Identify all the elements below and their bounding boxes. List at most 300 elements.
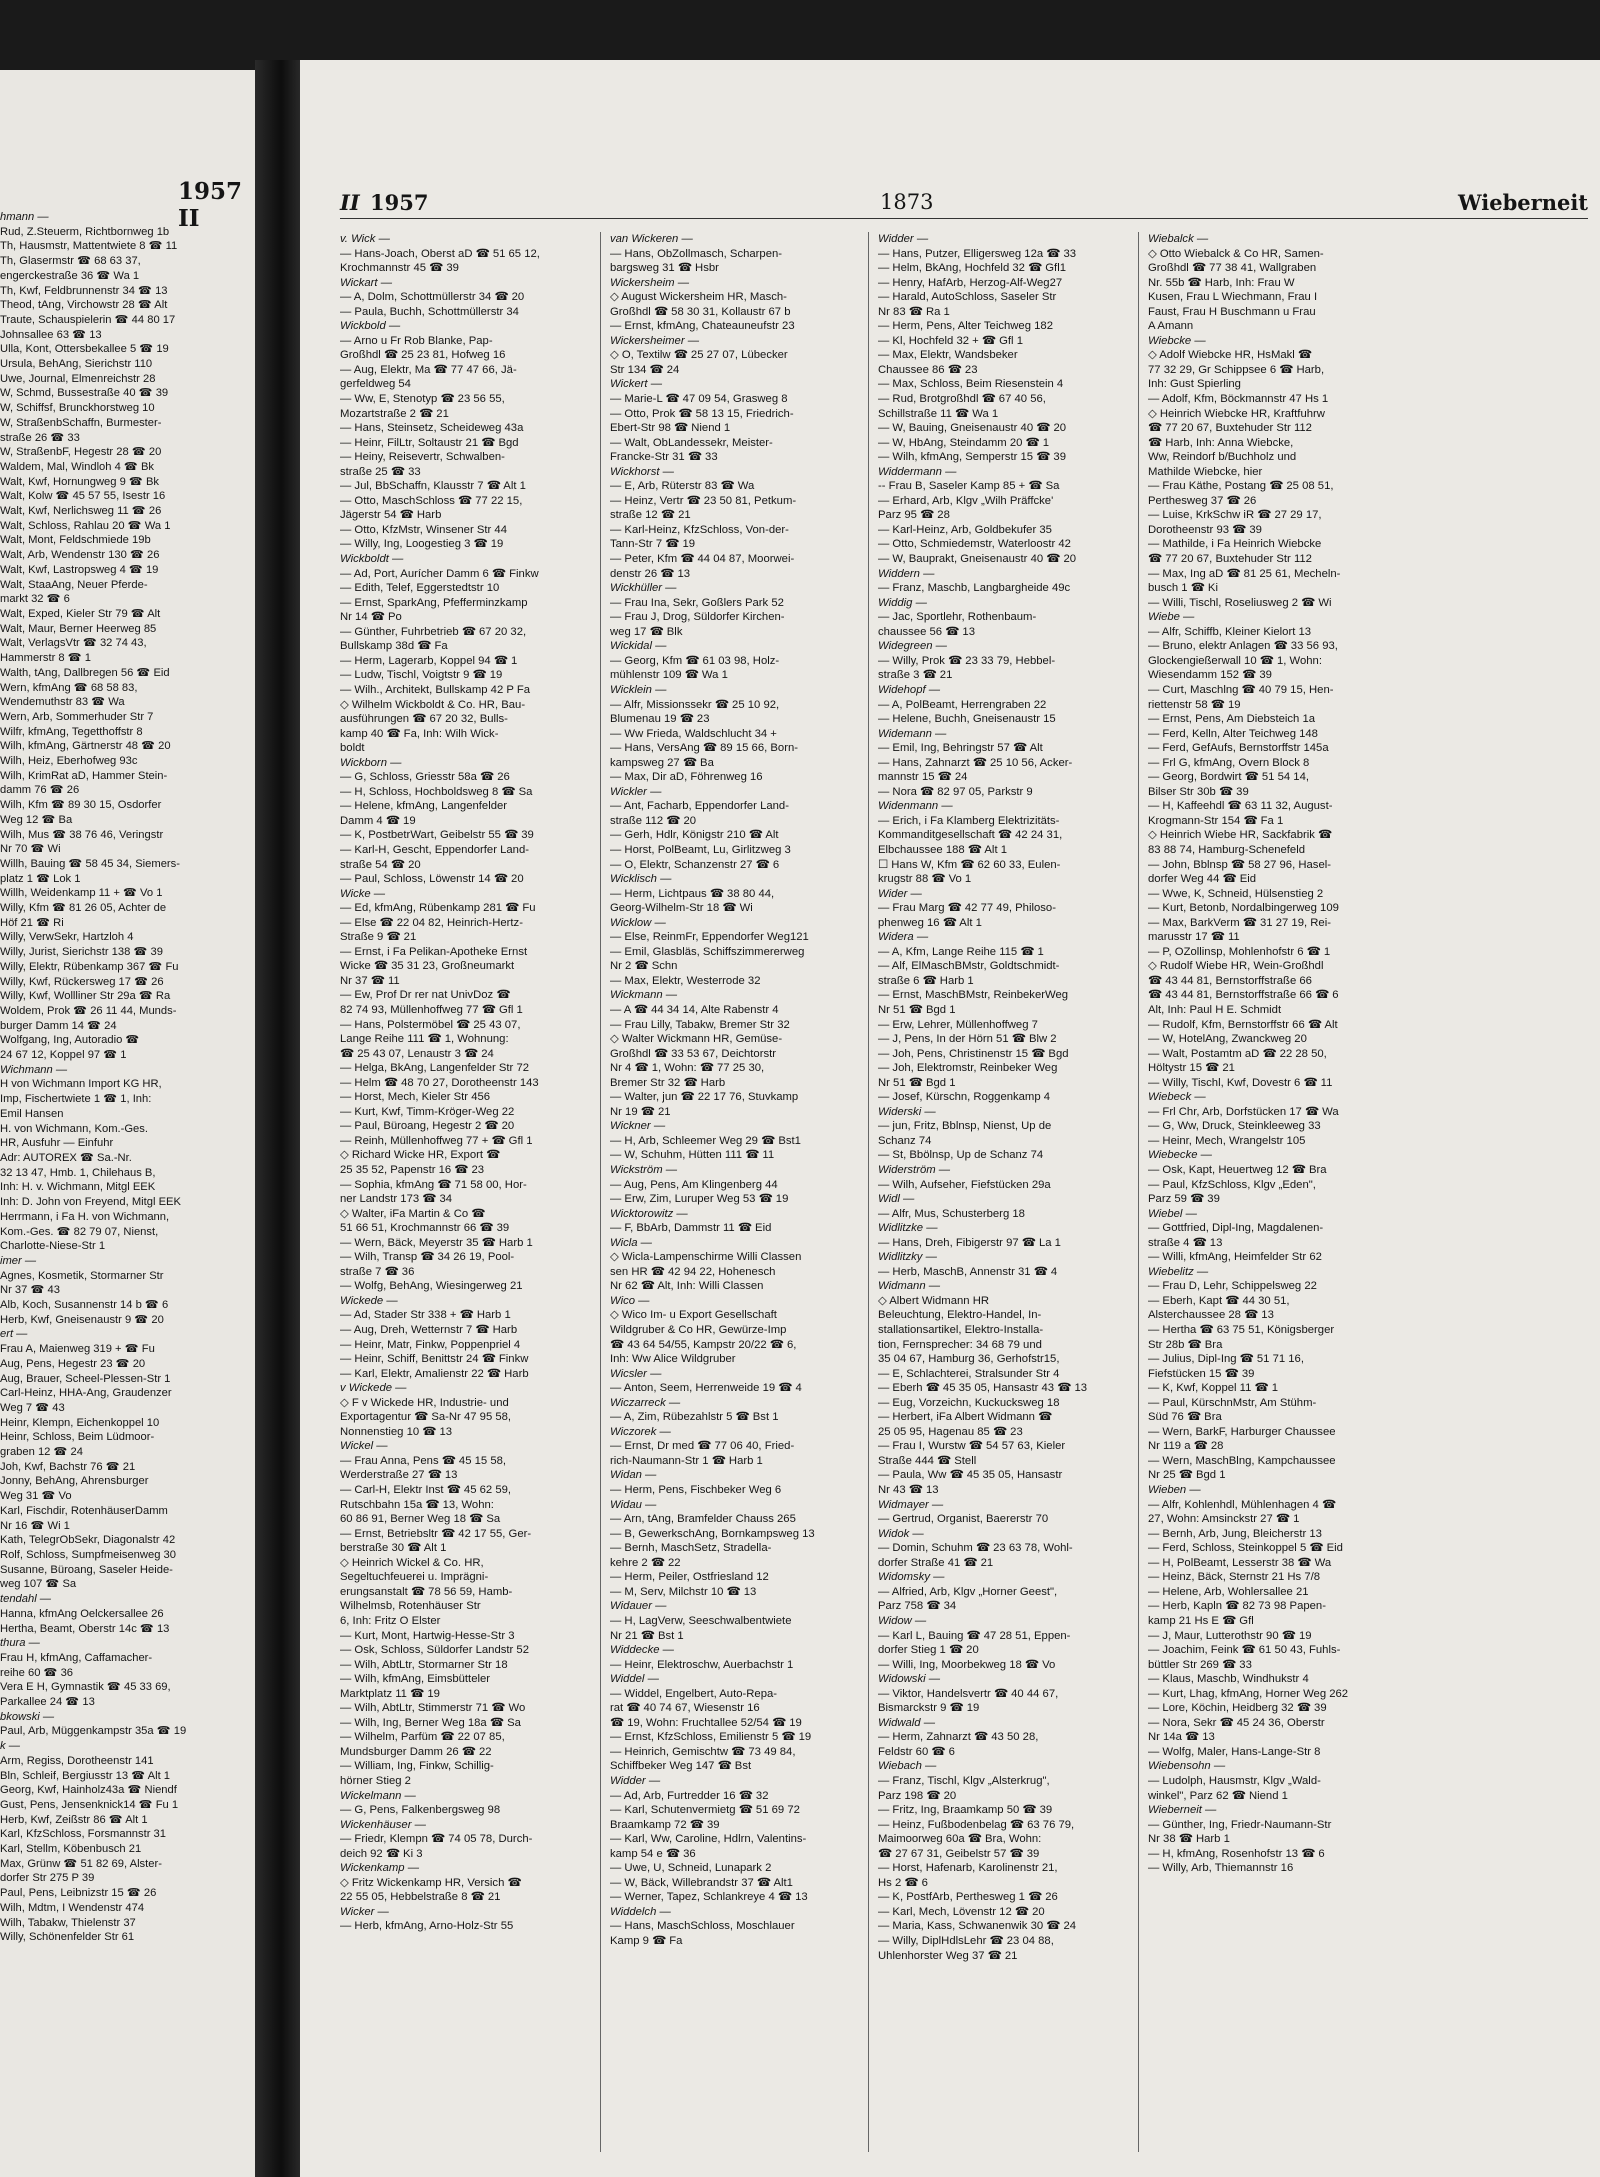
- directory-entry: Nr 70 ☎ Wi: [0, 843, 61, 856]
- directory-entry: — Herm, Peiler, Ostfriesland 12: [610, 1571, 769, 1584]
- directory-entry: phenweg 16 ☎ Alt 1: [878, 916, 982, 929]
- directory-entry: Alt, Inh: Paul H E. Schmidt: [1148, 1003, 1282, 1016]
- directory-entry: Elbchaussee 188 ☎ Alt 1: [878, 843, 1008, 856]
- directory-entry: — F, BbArb, Dammstr 11 ☎ Eid: [610, 1222, 772, 1235]
- directory-entry: Willy, Jurist, Sierichstr 138 ☎ 39: [0, 946, 163, 959]
- directory-column-2: [610, 232, 854, 1949]
- directory-entry: Wider —: [878, 887, 922, 900]
- directory-entry: ◇ Walter Wickmann HR, Gemüse-: [610, 1033, 783, 1046]
- directory-entry: Frau A, Maienweg 319 + ☎ Fu: [0, 1343, 155, 1356]
- directory-entry: Nonnenstieg 10 ☎ 13: [340, 1425, 453, 1438]
- directory-entry: Johnsallee 63 ☎ 13: [0, 328, 102, 341]
- previous-page-header: 1957 II: [178, 178, 243, 232]
- volume-label: II: [340, 190, 360, 215]
- directory-entry: Dorotheenstr 93 ☎ 39: [1148, 523, 1262, 536]
- directory-entry: Inh: D. John von Freyend, Mitgl EEK: [0, 1196, 181, 1209]
- directory-entry: — H, PolBeamt, Lesserstr 38 ☎ Wa: [1148, 1556, 1332, 1569]
- directory-entry: Wiebecke —: [1148, 1149, 1212, 1162]
- directory-entry: 51 66 51, Krochmannstr 66 ☎ 39: [340, 1222, 510, 1235]
- directory-entry: Wickenhäuser —: [340, 1818, 426, 1831]
- directory-entry: Inh: Ww Alice Wildgruber: [610, 1353, 736, 1366]
- directory-entry: — Gottfried, Dipl-Ing, Magdalenen-: [1148, 1222, 1324, 1235]
- directory-entry: — W, Bäck, Willebrandstr 37 ☎ Alt1: [610, 1876, 793, 1889]
- directory-entry: burger Damm 14 ☎ 24: [0, 1019, 117, 1032]
- directory-entry: Bln, Schleif, Bergiusstr 13 ☎ Alt 1: [0, 1769, 171, 1782]
- directory-entry: stallationsartikel, Elektro-Installa-: [878, 1324, 1044, 1337]
- directory-entry: Braamkamp 72 ☎ 39: [610, 1818, 720, 1831]
- directory-entry: Jägerstr 54 ☎ Harb: [340, 509, 442, 522]
- directory-entry: Süd 76 ☎ Bra: [1148, 1411, 1222, 1424]
- directory-entry: Alb, Koch, Susannenstr 14 b ☎ 6: [0, 1299, 169, 1312]
- directory-entry: Widomsky —: [878, 1571, 945, 1584]
- directory-entry: — Kurt, Lhag, kfmAng, Horner Weg 262: [1148, 1687, 1349, 1700]
- directory-entry: Wiebcke —: [1148, 334, 1206, 347]
- directory-entry: — Paul, KürschnMstr, Am Stühm-: [1148, 1396, 1317, 1409]
- directory-entry: Widerski —: [878, 1105, 936, 1118]
- directory-entry: Nr 62 ☎ Alt, Inh: Willi Classen: [610, 1280, 764, 1293]
- directory-entry: — A, Kfm, Lange Reihe 115 ☎ 1: [878, 945, 1044, 958]
- directory-entry: 27, Wohn: Amsinckstr 27 ☎ 1: [1148, 1513, 1300, 1526]
- directory-entry: ☎ 25 43 07, Lenaustr 3 ☎ 24: [340, 1047, 494, 1060]
- directory-entry: — Osk, Kapt, Heuertweg 12 ☎ Bra: [1148, 1164, 1327, 1176]
- directory-entry: — Herb, kfmAng, Arno-Holz-Str 55: [340, 1920, 514, 1933]
- directory-entry: — Wern, MaschBlng, Kampchaussee: [1148, 1454, 1336, 1467]
- directory-entry: Wickbold —: [340, 320, 401, 333]
- directory-entry: — Wilh, AbtLtr, Stimmerstr 71 ☎ Wo: [340, 1702, 526, 1715]
- directory-entry: — Heinr, Mech, Wrangelstr 105: [1148, 1134, 1306, 1147]
- directory-entry: — Karl, Ww, Caroline, Hdlrn, Valentins-: [610, 1833, 807, 1846]
- directory-entry: W, StraßenbF, Hegestr 28 ☎ 20: [0, 446, 162, 459]
- directory-entry: — Klaus, Maschb, Windhukstr 4: [1148, 1673, 1309, 1686]
- directory-entry: Widdecke —: [610, 1644, 674, 1657]
- directory-entry: straße 26 ☎ 33: [0, 431, 80, 444]
- directory-entry: — Hans-Joach, Oberst aD ☎ 51 65 12,: [340, 247, 540, 260]
- directory-entry: Großhdl ☎ 25 23 81, Hofweg 16: [340, 349, 506, 362]
- directory-entry: — Ernst, SparkAng, Pfefferminzkamp: [340, 596, 528, 609]
- directory-entry: platz 1 ☎ Lok 1: [0, 872, 81, 885]
- directory-entry: Mozartstraße 2 ☎ 21: [340, 407, 449, 420]
- directory-entry: — Georg, Kfm ☎ 61 03 98, Holz-: [610, 654, 780, 667]
- directory-entry: — Frau Anna, Pens ☎ 45 15 58,: [340, 1454, 507, 1467]
- directory-entry: W, Schmd, Bussestraße 40 ☎ 39: [0, 387, 169, 400]
- directory-entry: Charlotte-Niese-Str 1: [0, 1240, 106, 1253]
- directory-entry: Wiebelitz —: [1148, 1265, 1209, 1278]
- directory-entry: HR, Ausfuhr — Einfuhr: [0, 1137, 114, 1150]
- directory-entry: tion, Fernsprecher: 34 68 79 und: [878, 1338, 1042, 1351]
- directory-entry: — Adolf, Kfm, Böckmannstr 47 Hs 1: [1148, 393, 1329, 406]
- directory-entry: Wicla —: [610, 1236, 652, 1249]
- directory-entry: Fiefstücken 15 ☎ 39: [1148, 1367, 1255, 1380]
- directory-entry: Nr 83 ☎ Ra 1: [878, 305, 950, 318]
- directory-entry: — H, Kaffeehdl ☎ 63 11 32, August-: [1148, 800, 1333, 813]
- directory-entry: — Heinz, Bäck, Sternstr 21 Hs 7/8: [1148, 1571, 1321, 1584]
- directory-entry: Walt, VerlagsVtr ☎ 32 74 43,: [0, 637, 147, 650]
- directory-entry: — Luise, KrkSchw iR ☎ 27 29 17,: [1148, 509, 1322, 522]
- directory-entry: kamp 54 e ☎ 36: [610, 1847, 696, 1860]
- directory-entry: ausführungen ☎ 67 20 32, Bulls-: [340, 713, 508, 726]
- directory-entry: Segeltuchfeuerei u. Imprägni-: [340, 1571, 489, 1584]
- directory-entry: — Heinr, Elektroschw, Auerbachstr 1: [610, 1658, 794, 1671]
- directory-entry: Hs 2 ☎ 6: [878, 1876, 928, 1889]
- directory-entry: — Franz, Tischl, Klgv „Alsterkrug",: [878, 1774, 1050, 1787]
- directory-entry: Bremer Str 32 ☎ Harb: [610, 1076, 726, 1089]
- directory-entry: — William, Ing, Finkw, Schillig-: [340, 1760, 494, 1773]
- directory-entry: Wilh, Mdtm, I Wendenstr 474: [0, 1901, 145, 1914]
- directory-entry: busch 1 ☎ Ki: [1148, 582, 1218, 595]
- directory-entry: Höf 21 ☎ Ri: [0, 916, 64, 929]
- directory-entry: Susanne, Büroang, Saseler Heide-: [0, 1563, 173, 1576]
- directory-entry: Straße 9 ☎ 21: [340, 931, 417, 944]
- directory-entry: ◇ Heinrich Wickel & Co. HR,: [340, 1556, 484, 1569]
- directory-entry: — Reinh, Müllenhoffweg 77 + ☎ Gfl 1: [340, 1134, 533, 1147]
- directory-entry: Widemann —: [878, 727, 947, 740]
- directory-entry: Nr 37 ☎ 11: [340, 974, 400, 987]
- directory-entry: ◇ Albert Widmann HR: [878, 1294, 990, 1307]
- directory-entry: Wickidal —: [610, 640, 667, 653]
- directory-entry: — Frau Lilly, Tabakw, Bremer Str 32: [610, 1018, 790, 1031]
- directory-entry: rat ☎ 40 74 67, Wiesenstr 16: [610, 1702, 760, 1715]
- directory-entry: Wilh, KrimRat aD, Hammer Stein-: [0, 769, 168, 782]
- directory-entry: — Karl, Schutenvermietg ☎ 51 69 72: [610, 1804, 800, 1817]
- directory-entry: dorfer Weg 44 ☎ Eid: [1148, 873, 1257, 886]
- directory-entry: Wickenkamp —: [340, 1862, 419, 1875]
- directory-entry: ☎ 43 44 81, Bernstorffstraße 66 ☎ 6: [1148, 989, 1339, 1002]
- directory-entry: Nr 43 ☎ 13: [878, 1484, 939, 1497]
- directory-entry: Th, Glasermstr ☎ 68 63 37,: [0, 255, 141, 268]
- directory-entry: Weg 12 ☎ Ba: [0, 813, 73, 826]
- directory-entry: Mundsburger Damm 26 ☎ 22: [340, 1745, 492, 1758]
- directory-entry: krugstr 88 ☎ Vo 1: [878, 873, 972, 886]
- directory-entry: — Erw, Zim, Luruper Weg 53 ☎ 19: [610, 1193, 789, 1206]
- directory-entry: Kusen, Frau L Wiechmann, Frau I: [1148, 291, 1318, 304]
- directory-entry: — Ludw, Tischl, Voigtstr 9 ☎ 19: [340, 669, 503, 682]
- directory-entry: — H, Arb, Schleemer Weg 29 ☎ Bst1: [610, 1134, 801, 1147]
- directory-entry: Walth, tAng, Dallbregen 56 ☎ Eid: [0, 666, 170, 679]
- directory-entry: — Alfr, Mus, Schusterberg 18: [878, 1207, 1025, 1220]
- directory-entry: ◇ F v Wickede HR, Industrie- und: [340, 1396, 509, 1409]
- directory-entry: Wern, Arb, Sommerhuder Str 7: [0, 710, 154, 723]
- directory-entry: Aug, Pens, Hegestr 23 ☎ 20: [0, 1357, 146, 1370]
- directory-entry: Widauer —: [610, 1600, 667, 1613]
- directory-entry: Herb, Kwf, Gneisenaustr 9 ☎ 20: [0, 1313, 164, 1326]
- directory-entry: — A ☎ 44 34 14, Alte Rabenstr 4: [610, 1003, 779, 1016]
- directory-entry: Nr 4 ☎ 1, Wohn: ☎ 77 25 30,: [610, 1062, 765, 1075]
- directory-entry: Ebert-Str 98 ☎ Niend 1: [610, 422, 731, 435]
- directory-entry: — Herm, Pens, Fischbeker Weg 6: [610, 1484, 782, 1497]
- directory-entry: Wilh, Tabakw, Thielenstr 37: [0, 1916, 136, 1929]
- directory-entry: — Herb, Kapln ☎ 82 73 98 Papen-: [1148, 1600, 1326, 1613]
- directory-entry: Wolfgang, Ing, Autoradio ☎: [0, 1034, 140, 1047]
- directory-entry: — Ed, kfmAng, Rübenkamp 281 ☎ Fu: [340, 902, 536, 915]
- directory-entry: Walt, StaaAng, Neuer Pferde-: [0, 578, 148, 591]
- directory-entry: — Sophia, kfmAng ☎ 71 58 00, Hor-: [340, 1178, 527, 1191]
- directory-entry: — Julius, Dipl-Ing ☎ 51 71 16,: [1148, 1353, 1304, 1366]
- directory-entry: Beleuchtung, Elektro-Handel, In-: [878, 1309, 1042, 1322]
- directory-entry: Nr 51 ☎ Bgd 1: [878, 1003, 956, 1016]
- directory-entry: — Aug, Elektr, Ma ☎ 77 47 66, Jä-: [340, 363, 517, 376]
- directory-entry: — A, PolBeamt, Herrengraben 22: [878, 698, 1047, 711]
- directory-entry: Wickel —: [340, 1440, 388, 1453]
- directory-entry: berstraße 30 ☎ Alt 1: [340, 1542, 447, 1555]
- directory-entry: Tann-Str 7 ☎ 19: [610, 538, 696, 551]
- directory-entry: Lange Reihe 111 ☎ 1, Wohnung:: [340, 1033, 509, 1046]
- directory-entry: Krogmann-Str 154 ☎ Fa 1: [1148, 814, 1284, 827]
- directory-entry: bkowski —: [0, 1710, 55, 1723]
- directory-entry: — Hans, Zahnarzt ☎ 25 10 56, Acker-: [878, 756, 1073, 769]
- directory-entry: Hanna, kfmAng Oelckersallee 26: [0, 1607, 164, 1620]
- directory-entry: — Jac, Sportlehr, Rothenbaum-: [878, 611, 1037, 624]
- directory-entry: — Wilh, kfmAng, Semperstr 15 ☎ 39: [878, 451, 1066, 464]
- directory-entry: — Eberh, Kapt ☎ 44 30 51,: [1148, 1294, 1290, 1307]
- directory-entry: — Widdel, Engelbert, Auto-Repa-: [610, 1687, 778, 1700]
- directory-entry: — Heiny, Reisevertr, Schwalben-: [340, 451, 505, 464]
- directory-entry: — Bernh, Arb, Jung, Bleicherstr 13: [1148, 1527, 1322, 1540]
- directory-entry: Widmayer —: [878, 1498, 944, 1511]
- directory-entry: ◇ Fritz Wickenkamp HR, Versich ☎: [340, 1876, 522, 1889]
- directory-entry: — Alfr, Missionssekr ☎ 25 10 92,: [610, 698, 780, 711]
- directory-entry: Wickede —: [340, 1294, 398, 1307]
- directory-entry: Wickboldt —: [340, 553, 404, 566]
- directory-entry: Wilh, Kfm ☎ 89 30 15, Osdorfer: [0, 799, 162, 812]
- directory-entry: Wickelmann —: [340, 1789, 416, 1802]
- directory-entry: Widowski —: [878, 1673, 941, 1686]
- directory-entry: W, StraßenbSchaffn, Burmester-: [0, 416, 162, 429]
- directory-entry: — Henry, HafArb, Herzog-Alf-Weg27: [878, 276, 1063, 289]
- previous-page-column: [0, 210, 255, 1945]
- directory-entry: markt 32 ☎ 6: [0, 593, 70, 606]
- directory-entry: — Horst, Mech, Kieler Str 456: [340, 1091, 491, 1104]
- directory-entry: Wilh, Heiz, Eberhofweg 93c: [0, 755, 138, 768]
- directory-entry: Parz 95 ☎ 28: [878, 509, 950, 522]
- directory-entry: — Max, Ing aD ☎ 81 25 61, Mecheln-: [1148, 567, 1341, 580]
- year-label: 1957: [370, 190, 429, 215]
- directory-entry: — Jul, BbSchaffn, Klausstr 7 ☎ Alt 1: [340, 480, 526, 493]
- directory-entry: Agnes, Kosmetik, Stormarner Str: [0, 1269, 164, 1282]
- directory-entry: — Herm, Pens, Alter Teichweg 182: [878, 320, 1053, 333]
- directory-entry: — Frl Chr, Arb, Dorfstücken 17 ☎ Wa: [1148, 1105, 1339, 1118]
- directory-entry: imer —: [0, 1254, 37, 1267]
- directory-entry: Wickmann —: [610, 989, 678, 1002]
- directory-entry: Nr 51 ☎ Bgd 1: [878, 1076, 956, 1089]
- directory-entry: — Ernst, i Fa Pelikan-Apotheke Ernst: [340, 945, 528, 958]
- directory-entry: Georg-Wilhelm-Str 18 ☎ Wi: [610, 902, 753, 915]
- directory-entry: — Willi, Ing, Moorbekweg 18 ☎ Vo: [878, 1658, 1056, 1671]
- directory-entry: Walt, Schloss, Rahlau 20 ☎ Wa 1: [0, 519, 171, 532]
- directory-entry: — Hans, Putzer, Elligersweg 12a ☎ 33: [878, 247, 1077, 260]
- directory-entry: Wicke ☎ 35 31 23, Großneumarkt: [340, 960, 515, 973]
- directory-entry: — Anton, Seem, Herrenweide 19 ☎ 4: [610, 1382, 802, 1395]
- directory-entry: — Karl-H, Gescht, Eppendorfer Land-: [340, 843, 529, 856]
- directory-entry: — Lore, Köchin, Heidberg 32 ☎ 39: [1148, 1702, 1327, 1715]
- directory-entry: Wicklein —: [610, 683, 667, 696]
- directory-entry: Widerström —: [878, 1164, 951, 1176]
- directory-entry: — Alf, ElMaschBMstr, Goldtschmidt-: [878, 960, 1060, 973]
- directory-entry: Ww, Reindorf b/Buchholz und: [1148, 451, 1297, 464]
- directory-entry: denstr 26 ☎ 13: [610, 567, 691, 580]
- directory-entry: ◇ Wicla-Lampenschirme Willi Classen: [610, 1251, 802, 1264]
- directory-entry: — Viktor, Handelsvertr ☎ 40 44 67,: [878, 1687, 1059, 1700]
- directory-entry: — Joh, Pens, Christinenstr 15 ☎ Bgd: [878, 1047, 1069, 1060]
- directory-entry: — Gerh, Hdlr, Königstr 210 ☎ Alt: [610, 829, 779, 842]
- directory-entry: — Helm, BkAng, Hochfeld 32 ☎ Gfl1: [878, 262, 1066, 275]
- directory-entry: 6, Inh: Fritz O Elster: [340, 1614, 441, 1627]
- directory-entry: straße 112 ☎ 20: [610, 814, 697, 827]
- directory-entry: ☎ 19, Wohn: Fruchtallee 52/54 ☎ 19: [610, 1716, 802, 1729]
- directory-entry: Hammerstr 8 ☎ 1: [0, 652, 92, 665]
- directory-entry: — Ernst, Pens, Am Diebsteich 1a: [1148, 713, 1316, 726]
- previous-page: [0, 70, 256, 2177]
- directory-entry: Woldem, Prok ☎ 26 11 44, Munds-: [0, 1004, 177, 1017]
- directory-entry: — Aug, Pens, Am Klingenberg 44: [610, 1178, 778, 1191]
- directory-entry: — Erw, Lehrer, Müllenhoffweg 7: [878, 1018, 1038, 1031]
- directory-entry: mannstr 15 ☎ 24: [878, 771, 968, 784]
- directory-entry: ☐ Hans W, Kfm ☎ 62 60 33, Eulen-: [878, 858, 1061, 871]
- header-rule: [340, 218, 1588, 219]
- directory-entry: 25 05 95, Hagenau 85 ☎ 23: [878, 1425, 1023, 1438]
- directory-entry: ☎ 27 67 31, Geibelstr 57 ☎ 39: [878, 1847, 1040, 1860]
- directory-entry: — Helene, kfmAng, Langenfelder: [340, 800, 508, 813]
- directory-entry: — Domin, Schuhm ☎ 23 63 78, Wohl-: [878, 1542, 1073, 1555]
- directory-entry: 82 74 93, Müllenhoffweg 77 ☎ Gfl 1: [340, 1003, 523, 1016]
- directory-entry: — Karl-Heinz, KfzSchloss, Von-der-: [610, 523, 789, 536]
- directory-entry: Wico —: [610, 1294, 650, 1307]
- directory-entry: Werderstraße 27 ☎ 13: [340, 1469, 458, 1482]
- directory-entry: — Walt, ObLandessekr, Meister-: [610, 436, 773, 449]
- directory-entry: Nr 21 ☎ Bst 1: [610, 1629, 684, 1642]
- directory-entry: Wicklisch —: [610, 873, 672, 886]
- directory-entry: erungsanstalt ☎ 78 56 59, Hamb-: [340, 1585, 513, 1598]
- directory-entry: — Karl, Mech, Lövenstr 12 ☎ 20: [878, 1905, 1045, 1918]
- directory-entry: Widlitzky —: [878, 1251, 937, 1264]
- directory-entry: Max, Grünw ☎ 51 82 69, Alster-: [0, 1857, 162, 1870]
- directory-entry: Widdelch —: [610, 1905, 671, 1918]
- directory-entry: van Wickeren —: [610, 233, 693, 245]
- directory-entry: Widdig —: [878, 596, 927, 609]
- directory-entry: Ulla, Kont, Ottersbekallee 5 ☎ 19: [0, 343, 169, 356]
- directory-entry: ☎ 43 44 81, Bernstorffstraße 66: [1148, 974, 1312, 987]
- directory-entry: ◇ Wilhelm Wickboldt & Co. HR, Bau-: [340, 698, 526, 711]
- range-word: Wieberneit: [1458, 190, 1588, 215]
- directory-entry: Walt, Kwf, Lastropsweg 4 ☎ 19: [0, 563, 159, 576]
- directory-entry: 77 32 29, Gr Schippsee 6 ☎ Harb,: [1148, 363, 1325, 376]
- directory-entry: Rud, Z.Steuerm, Richtbornweg 1b: [0, 225, 170, 238]
- directory-entry: Mathilde Wiebcke, hier: [1148, 465, 1263, 478]
- directory-entry: Perthesweg 37 ☎ 26: [1148, 494, 1257, 507]
- directory-entry: — H, Schloss, Hochboldsweg 8 ☎ Sa: [340, 785, 533, 798]
- directory-entry: Widdel —: [610, 1673, 659, 1686]
- directory-entry: ◇ Adolf Wiebcke HR, HsMakl ☎: [1148, 349, 1313, 362]
- directory-entry: Bismarckstr 9 ☎ 19: [878, 1702, 980, 1715]
- directory-entry: Wicktorowitz —: [610, 1207, 688, 1220]
- directory-entry: Wiebensohn —: [1148, 1760, 1226, 1773]
- directory-entry: — Willy, Ing, Loogestieg 3 ☎ 19: [340, 538, 504, 551]
- directory-entry: dorfer Straße 41 ☎ 21: [878, 1556, 994, 1569]
- directory-entry: winkel", Parz 62 ☎ Niend 1: [1148, 1789, 1288, 1802]
- directory-entry: — Frau J, Drog, Süldorfer Kirchen-: [610, 611, 785, 624]
- directory-entry: — G, Schloss, Griesstr 58a ☎ 26: [340, 771, 510, 784]
- directory-entry: Widdern —: [878, 567, 935, 580]
- directory-entry: 35 04 67, Hamburg 36, Gerhofstr15,: [878, 1353, 1060, 1366]
- directory-entry: weg 17 ☎ Blk: [610, 625, 683, 638]
- directory-entry: — Franz, Maschb, Langbargheide 49c: [878, 582, 1071, 595]
- directory-entry: — Ant, Facharb, Eppendorfer Land-: [610, 800, 789, 813]
- directory-entry: Weg 31 ☎ Vo: [0, 1490, 72, 1503]
- directory-entry: — Bruno, elektr Anlagen ☎ 33 56 93,: [1148, 640, 1338, 653]
- directory-entry: — K, Kwf, Koppel 11 ☎ 1: [1148, 1382, 1279, 1395]
- directory-entry: Th, Kwf, Feldbrunnenstr 34 ☎ 13: [0, 284, 168, 297]
- directory-entry: — Wilh, kfmAng, Eimsbütteler: [340, 1673, 491, 1686]
- directory-entry: — Heinr, FilLtr, Soltaustr 21 ☎ Bgd: [340, 436, 519, 449]
- directory-entry: riettenstr 58 ☎ 19: [1148, 698, 1241, 711]
- directory-entry: — Herm, Lagerarb, Koppel 94 ☎ 1: [340, 654, 518, 667]
- directory-entry: — Emil, Glasbläs, Schiffszimmererweg: [610, 945, 805, 958]
- directory-entry: Weg 7 ☎ 43: [0, 1401, 65, 1414]
- directory-entry: — G, Ww, Druck, Steinkleeweg 33: [1148, 1120, 1321, 1133]
- directory-entry: — Kurt, Mont, Hartwig-Hesse-Str 3: [340, 1629, 515, 1642]
- directory-entry: Karl, Fischdir, RotenhäuserDamm: [0, 1504, 168, 1517]
- directory-entry: Nr 19 ☎ 21: [610, 1105, 671, 1118]
- directory-entry: Str 28b ☎ Bra: [1148, 1338, 1223, 1351]
- directory-entry: — Wolfg, BehAng, Wiesingerweg 21: [340, 1280, 523, 1293]
- directory-entry: Straße 444 ☎ Stell: [878, 1454, 977, 1467]
- directory-entry: Wichmann —: [0, 1063, 68, 1076]
- directory-entry: — Wwe, K, Schneid, Hülsenstieg 2: [1148, 887, 1324, 900]
- page-number: 1873: [880, 190, 934, 214]
- directory-entry: gerfeldweg 54: [340, 378, 411, 391]
- directory-entry: Nr 38 ☎ Harb 1: [1148, 1833, 1230, 1846]
- directory-entry: Wiesendamm 152 ☎ 39: [1148, 669, 1272, 682]
- directory-entry: Chaussee 86 ☎ 23: [878, 363, 978, 376]
- directory-entry: kamp 21 Hs E ☎ Gfl: [1148, 1614, 1254, 1627]
- directory-entry: Exportagentur ☎ Sa-Nr 47 95 58,: [340, 1411, 512, 1424]
- directory-entry: — Paula, Buchh, Schottmüllerstr 34: [340, 305, 519, 318]
- directory-entry: hörner Stieg 2: [340, 1774, 411, 1787]
- directory-entry: Widehopf —: [878, 683, 941, 696]
- directory-entry: Waldem, Mal, Windloh 4 ☎ Bk: [0, 460, 155, 473]
- directory-entry: -- Frau B, Saseler Kamp 85 + ☎ Sa: [878, 480, 1060, 493]
- directory-entry: — Nora ☎ 82 97 05, Parkstr 9: [878, 785, 1033, 798]
- directory-entry: — Ludolph, Hausmstr, Klgv „Wald-: [1148, 1774, 1321, 1787]
- directory-entry: — Ferd, Kelln, Alter Teichweg 148: [1148, 727, 1318, 740]
- directory-entry: damm 76 ☎ 26: [0, 784, 80, 797]
- directory-entry: — J, Maur, Lutterothstr 90 ☎ 19: [1148, 1629, 1312, 1642]
- directory-entry: Rutschbahn 15a ☎ 13, Wohn:: [340, 1498, 494, 1511]
- directory-entry: Widera —: [878, 931, 929, 944]
- directory-entry: Wickhorst —: [610, 465, 674, 478]
- directory-entry: — Wilh, AbtLtr, Stormarner Str 18: [340, 1658, 508, 1671]
- directory-entry: straße 25 ☎ 33: [340, 465, 421, 478]
- directory-entry: Nr. 55b ☎ Harb, Inh: Frau W: [1148, 276, 1295, 289]
- directory-entry: Aug, Brauer, Scheel-Plessen-Str 1: [0, 1372, 171, 1385]
- directory-entry: — Horst, PolBeamt, Lu, Girlitzweg 3: [610, 843, 791, 856]
- directory-entry: Walt, Kolw ☎ 45 57 55, Isestr 16: [0, 490, 166, 503]
- directory-entry: — Max, Elektr, Wandsbeker: [878, 349, 1018, 362]
- directory-entry: ert —: [0, 1328, 28, 1341]
- directory-entry: Wiebel —: [1148, 1207, 1197, 1220]
- directory-entry: sen HR ☎ 42 94 22, Hohenesch: [610, 1265, 776, 1278]
- directory-entry: Schillstraße 11 ☎ Wa 1: [878, 407, 999, 420]
- directory-column-4: [1148, 232, 1392, 1876]
- directory-entry: Georg, Kwf, Hainholz43a ☎ Niendf: [0, 1784, 177, 1797]
- directory-entry: Paul, Pens, Leibnizstr 15 ☎ 26: [0, 1887, 157, 1900]
- directory-entry: 60 86 91, Berner Weg 18 ☎ Sa: [340, 1513, 501, 1526]
- directory-entry: Widau —: [610, 1498, 657, 1511]
- directory-entry: — Walt, Postamtm aD ☎ 22 28 50,: [1148, 1047, 1327, 1060]
- directory-entry: weg 107 ☎ Sa: [0, 1578, 77, 1591]
- directory-entry: — Ew, Prof Dr rer nat UnivDoz ☎: [340, 989, 511, 1002]
- directory-entry: — Georg, Bordwirt ☎ 51 54 14,: [1148, 771, 1310, 784]
- directory-entry: ◇ August Wickersheim HR, Masch-: [610, 291, 787, 304]
